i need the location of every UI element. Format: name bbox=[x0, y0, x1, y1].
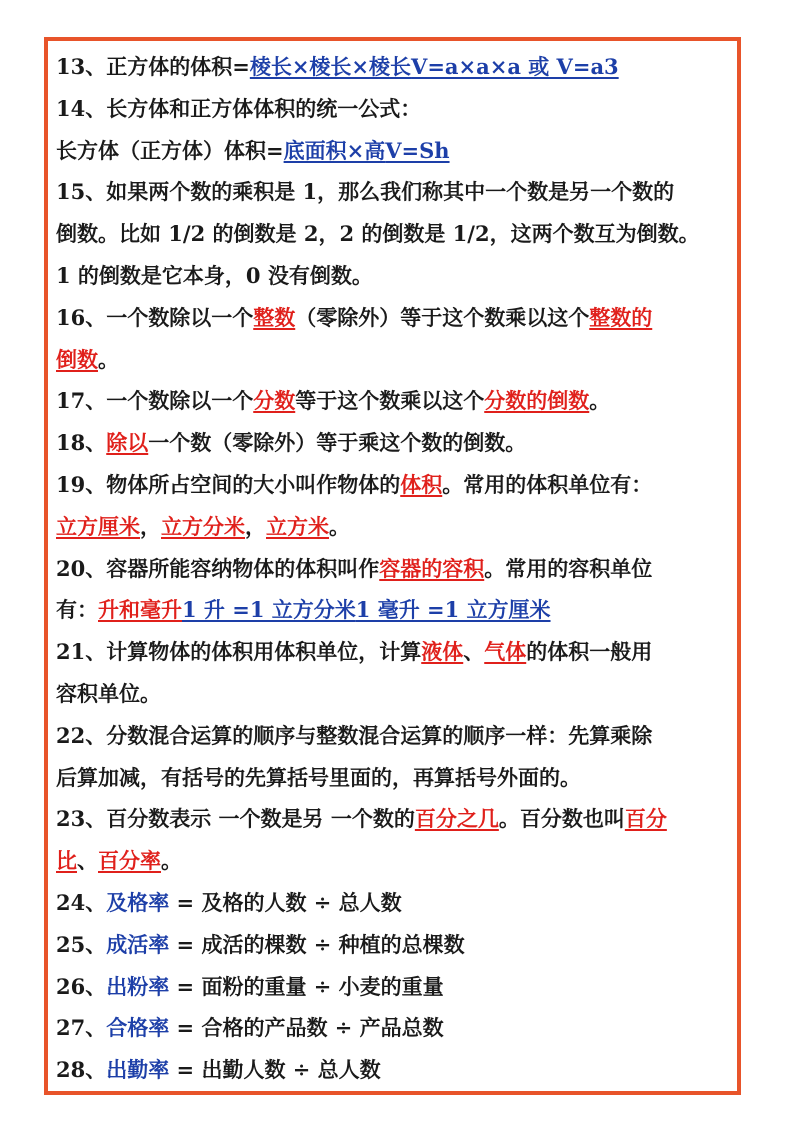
key-term: 容器的容积 bbox=[379, 555, 485, 581]
text-line bbox=[56, 589, 740, 631]
text-line bbox=[56, 213, 740, 255]
formula-term: 棱长×棱长×棱长 bbox=[249, 54, 412, 79]
key-term: 整数的 bbox=[589, 304, 653, 330]
text-segment: 28、 bbox=[56, 1057, 107, 1083]
text-line bbox=[56, 840, 740, 882]
text-line bbox=[56, 130, 740, 172]
text-segment: 一个数（零除外）等于乘这个数的倒数。 bbox=[148, 430, 527, 456]
text-segment: 容积单位。 bbox=[56, 680, 161, 706]
text-line bbox=[56, 631, 740, 673]
text-segment: 后算加减，有括号的先算括号里面的，再算括号外面的。 bbox=[56, 764, 581, 790]
text-segment: 27、 bbox=[56, 1015, 107, 1041]
text-line bbox=[56, 798, 740, 840]
key-term: 立方分米 bbox=[161, 513, 245, 539]
text-segment: 20、容器所能容纳物体的体积叫作 bbox=[56, 555, 380, 581]
formula-term: 底面积×高 bbox=[283, 137, 386, 163]
key-term: 百分 bbox=[624, 806, 667, 832]
formula-term: 1 升 =1 立方分米 bbox=[182, 597, 356, 623]
key-term: 分数 bbox=[253, 388, 296, 414]
text-line bbox=[56, 1007, 740, 1049]
text-line bbox=[56, 1049, 740, 1091]
text-segment: 25、 bbox=[56, 931, 107, 957]
text-segment: ， bbox=[140, 513, 161, 539]
formula-term: 合格率 bbox=[106, 1015, 170, 1041]
text-segment: 。 bbox=[161, 848, 182, 874]
text-segment: 14、长方体和正方体体积的统一公式： bbox=[56, 95, 422, 121]
key-term: 分数的倒数 bbox=[484, 388, 590, 414]
text-line bbox=[56, 924, 740, 966]
text-segment: 的体积一般用 bbox=[526, 639, 653, 665]
text-segment: 有： bbox=[56, 597, 98, 623]
text-segment: 22、分数混合运算的顺序与整数混合运算的顺序一样：先算乘除 bbox=[56, 722, 653, 748]
text-segment: 等于这个数乘以这个 bbox=[295, 388, 485, 414]
text-line bbox=[56, 297, 740, 339]
text-line bbox=[56, 715, 740, 757]
text-segment: 18、 bbox=[56, 430, 107, 456]
text-segment: = 面粉的重量 ÷ 小麦的重量 bbox=[169, 973, 444, 999]
key-term: 液体 bbox=[421, 639, 464, 665]
text-segment: 13、正方体的体积= bbox=[56, 54, 250, 79]
formula-term: V=a×a×a 或 V=a3 bbox=[411, 54, 619, 79]
text-segment: 1 的倒数是它本身，0 没有倒数。 bbox=[56, 262, 373, 288]
text-segment: 24、 bbox=[56, 889, 107, 915]
text-segment: 17、一个数除以一个 bbox=[56, 388, 254, 414]
formula-term: 1 毫升 =1 立方厘米 bbox=[355, 597, 551, 623]
text-line bbox=[56, 339, 740, 381]
key-term: 倒数 bbox=[56, 346, 98, 372]
text-segment: 。 bbox=[329, 513, 350, 539]
key-term: 比 bbox=[56, 848, 77, 874]
document-body bbox=[56, 46, 740, 1091]
text-line bbox=[56, 464, 740, 506]
text-segment: 倒数。比如 1/2 的倒数是 2，2 的倒数是 1/2，这两个数互为倒数。 bbox=[56, 221, 700, 247]
formula-term: V=Sh bbox=[385, 137, 450, 163]
text-segment: = 合格的产品数 ÷ 产品总数 bbox=[169, 1015, 444, 1041]
text-segment: 26、 bbox=[56, 973, 107, 999]
key-term: 立方米 bbox=[266, 513, 329, 539]
text-segment: 、 bbox=[463, 639, 485, 665]
text-segment: 19、物体所占空间的大小叫作物体的 bbox=[56, 471, 401, 497]
text-segment: ， bbox=[245, 513, 266, 539]
text-segment: = 及格的人数 ÷ 总人数 bbox=[169, 889, 402, 915]
text-segment: 。常用的体积单位有： bbox=[442, 471, 653, 497]
formula-term: 成活率 bbox=[106, 931, 170, 957]
text-line bbox=[56, 88, 740, 130]
text-segment: 、 bbox=[77, 848, 98, 874]
text-segment: 23、百分数表示 一个数是另 一个数的 bbox=[56, 806, 415, 832]
text-segment: （零除外）等于这个数乘以这个 bbox=[295, 304, 590, 330]
text-line bbox=[56, 966, 740, 1008]
formula-term: 出粉率 bbox=[106, 973, 170, 999]
key-term: 百分之几 bbox=[414, 806, 499, 832]
text-line bbox=[56, 46, 740, 88]
text-line bbox=[56, 255, 740, 297]
text-line bbox=[56, 422, 740, 464]
text-line bbox=[56, 548, 740, 590]
text-segment: 16、一个数除以一个 bbox=[56, 304, 254, 330]
text-segment: 15、如果两个数的乘积是 1，那么我们称其中一个数是另一个数的 bbox=[56, 179, 675, 205]
text-line bbox=[56, 673, 740, 715]
key-term: 除以 bbox=[106, 430, 149, 456]
text-segment: 。 bbox=[98, 346, 119, 372]
text-segment: 21、计算物体的体积用体积单位，计算 bbox=[56, 639, 422, 665]
key-term: 立方厘米 bbox=[56, 513, 140, 539]
key-term: 体积 bbox=[400, 471, 443, 497]
text-segment: 长方体（正方体）体积= bbox=[56, 137, 284, 163]
key-term: 气体 bbox=[484, 639, 527, 665]
text-line bbox=[56, 757, 740, 799]
formula-term: 出勤率 bbox=[106, 1057, 170, 1083]
text-segment: 。常用的容积单位 bbox=[484, 555, 653, 581]
text-segment: = 出勤人数 ÷ 总人数 bbox=[169, 1057, 381, 1083]
text-segment: 。 bbox=[589, 388, 611, 414]
text-line bbox=[56, 380, 740, 422]
key-term: 升和毫升 bbox=[98, 597, 182, 623]
text-line bbox=[56, 506, 740, 548]
text-segment: 。百分数也叫 bbox=[498, 806, 625, 832]
text-segment: = 成活的棵数 ÷ 种植的总棵数 bbox=[169, 931, 465, 957]
formula-term: 及格率 bbox=[106, 889, 170, 915]
text-line bbox=[56, 882, 740, 924]
text-line bbox=[56, 171, 740, 213]
key-term: 整数 bbox=[253, 304, 296, 330]
key-term: 百分率 bbox=[98, 848, 161, 874]
